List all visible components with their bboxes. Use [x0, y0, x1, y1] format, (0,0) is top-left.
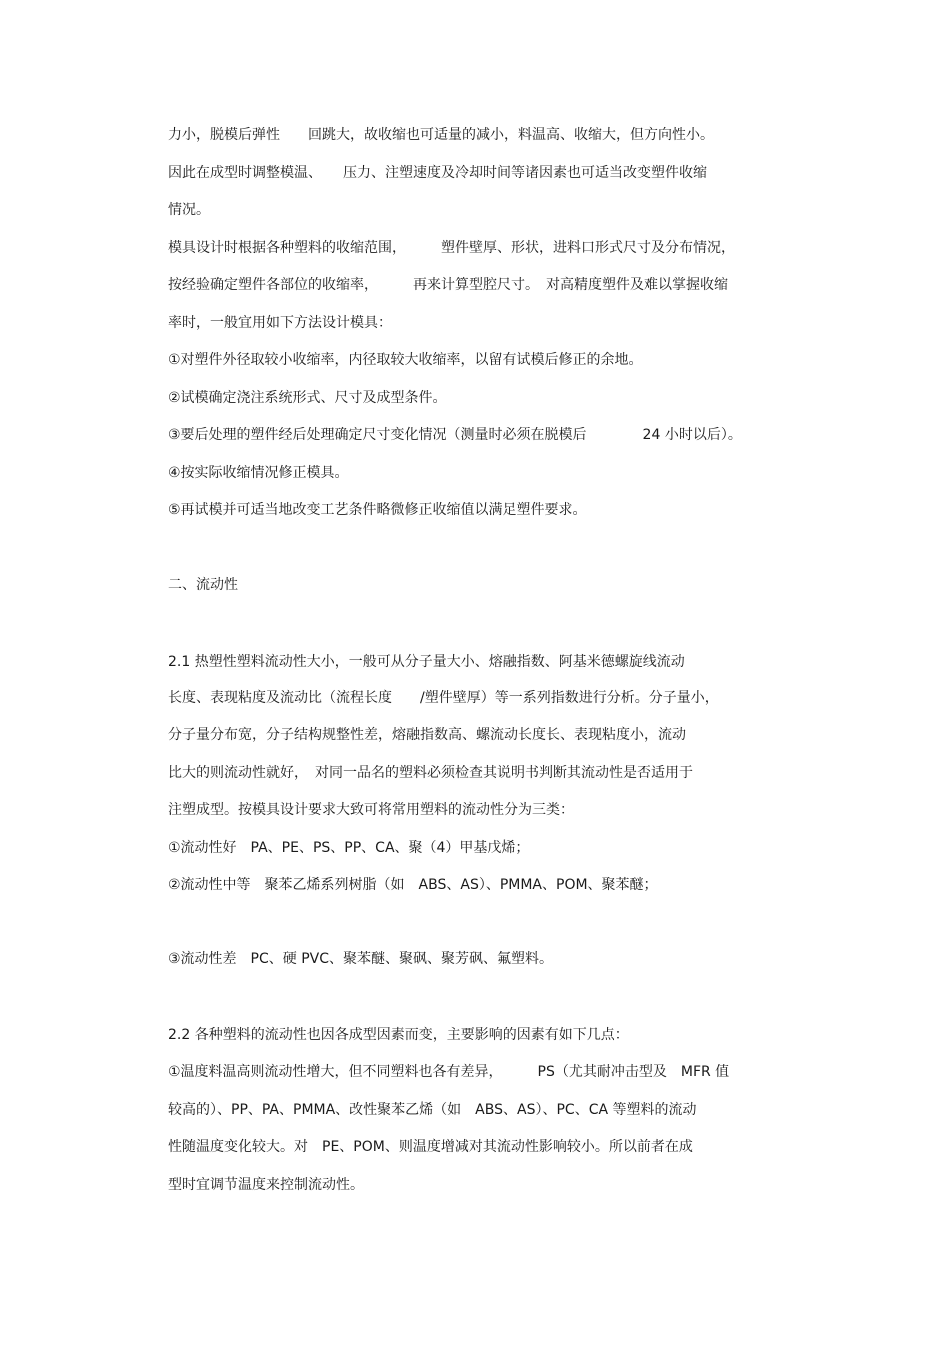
section-heading: 二、流动性: [168, 577, 238, 593]
paragraph-line: 按经验确定塑件各部位的收缩率， 再来计算型腔尺寸。 对高精度塑件及难以掌握收缩: [168, 277, 728, 293]
list-item: ①对塑件外径取较小收缩率，内径取较大收缩率，以留有试模后修正的余地。: [168, 352, 643, 368]
list-item: ①温度料温高则流动性增大，但不同塑料也各有差异， PS（尤其耐冲击型及 MFR 值: [168, 1064, 730, 1080]
paragraph-line: 力小，脱模后弹性 回跳大，故收缩也可适量的减小，料温高、收缩大，但方向性小。: [168, 127, 714, 143]
paragraph-line: 分子量分布宽，分子结构规整性差，熔融指数高、螺流动长度长、表现粘度小，流动: [168, 727, 686, 743]
paragraph-line: 2.2 各种塑料的流动性也因各成型因素而变，主要影响的因素有如下几点：: [168, 1027, 629, 1043]
list-item: ⑤再试模并可适当地改变工艺条件略微修正收缩值以满足塑件要求。: [168, 502, 587, 518]
paragraph-line: 型时宜调节温度来控制流动性。: [168, 1177, 364, 1193]
paragraph-line: 注塑成型。按模具设计要求大致可将常用塑料的流动性分为三类：: [168, 802, 574, 818]
paragraph-line: 长度、表现粘度及流动比（流程长度 /塑件壁厚）等一系列指数进行分析。分子量小，: [168, 690, 719, 706]
list-item: ②试模确定浇注系统形式、尺寸及成型条件。: [168, 390, 447, 406]
paragraph-line: 2.1 热塑性塑料流动性大小，一般可从分子量大小、熔融指数、阿基米德螺旋线流动: [168, 654, 685, 670]
list-item: ③流动性差 PC、硬 PVC、聚苯醚、聚砜、聚芳砜、氟塑料。: [168, 951, 554, 967]
list-item: ②流动性中等 聚苯乙烯系列树脂（如 ABS、AS）、PMMA、POM、聚苯醚；: [168, 877, 658, 893]
paragraph-line: 模具设计时根据各种塑料的收缩范围， 塑件壁厚、形状，进料口形式尺寸及分布情况，: [168, 240, 735, 256]
paragraph-line: 因此在成型时调整模温、 压力、注塑速度及冷却时间等诸因素也可适当改变塑件收缩: [168, 165, 707, 181]
paragraph-line: 情况。: [168, 202, 210, 218]
list-item: ③要后处理的塑件经后处理确定尺寸变化情况（测量时必须在脱模后 24 小时以后）。: [168, 427, 742, 443]
list-item: ①流动性好 PA、PE、PS、PP、CA、聚（4）甲基戊烯；: [168, 840, 530, 856]
paragraph-line: 率时，一般宜用如下方法设计模具：: [168, 315, 392, 331]
paragraph-line: 性随温度变化较大。对 PE、POM、则温度增减对其流动性影响较小。所以前者在成: [168, 1139, 693, 1155]
paragraph-line: 比大的则流动性就好， 对同一品名的塑料必须检查其说明书判断其流动性是否适用于: [168, 765, 693, 781]
list-item: ④按实际收缩情况修正模具。: [168, 465, 349, 481]
paragraph-line: 较高的）、PP、PA、PMMA、改性聚苯乙烯（如 ABS、AS）、PC、CA 等塑料的流动: [168, 1102, 697, 1118]
